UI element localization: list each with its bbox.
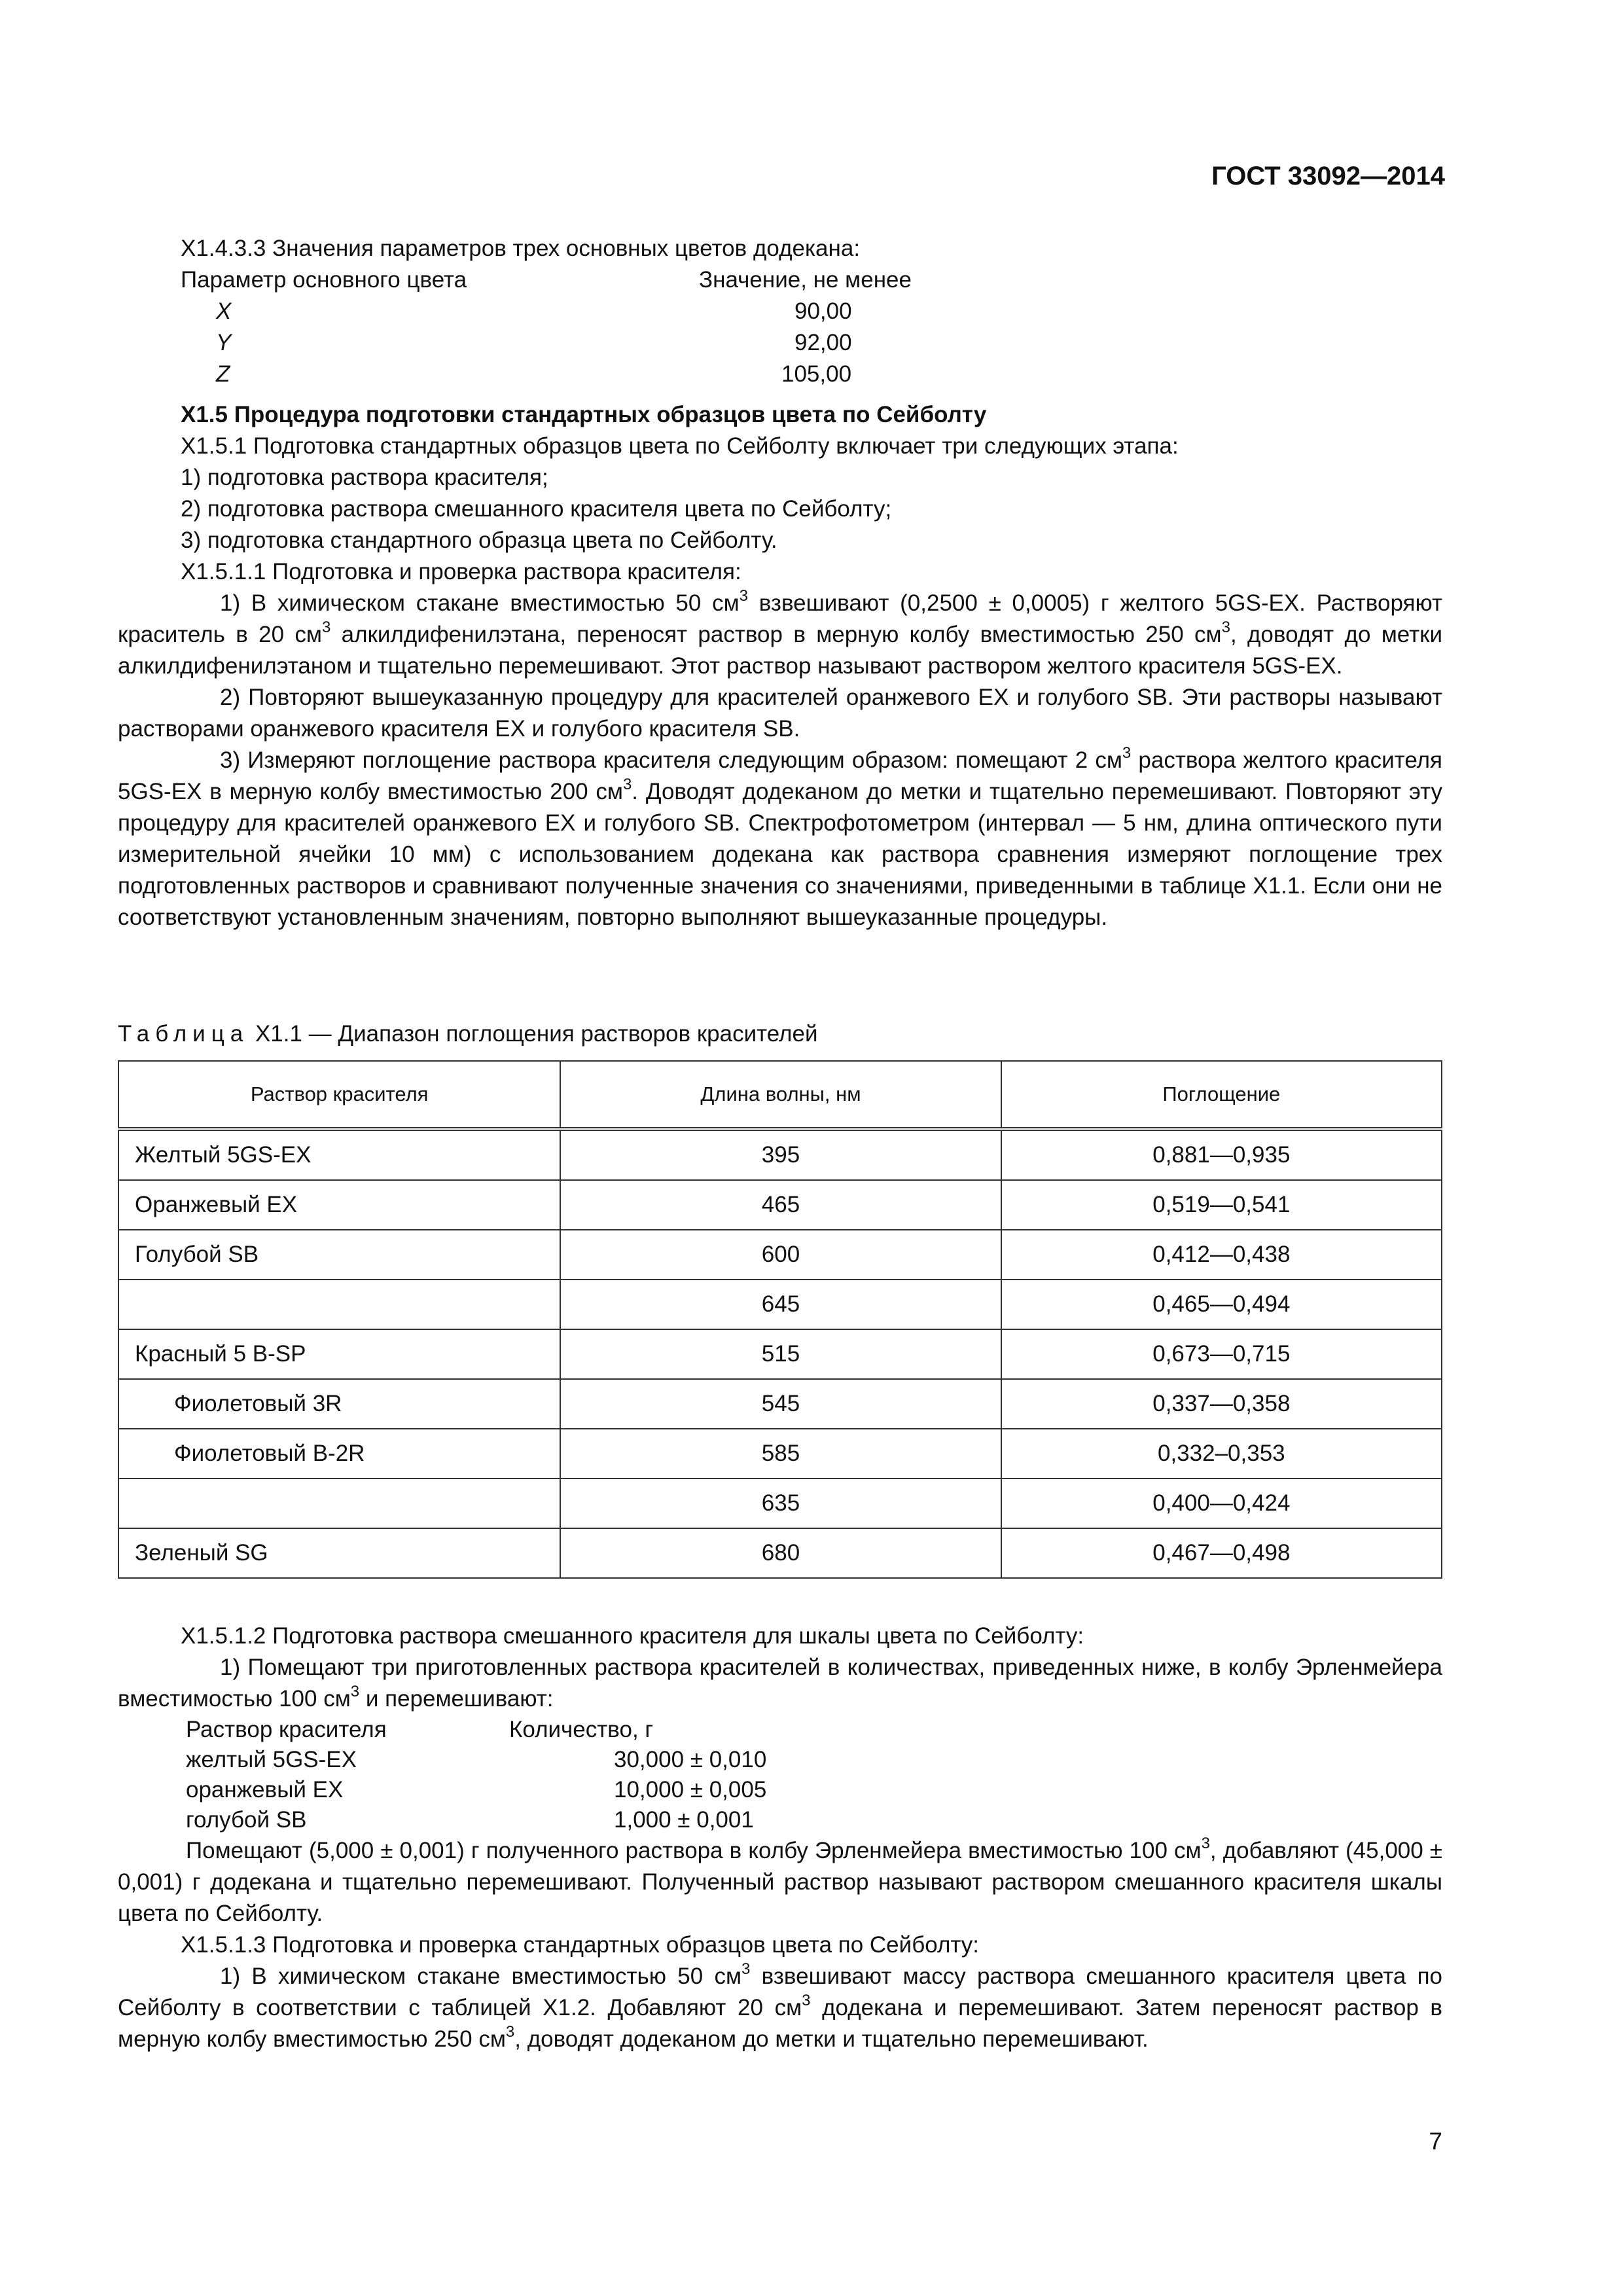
dye-qty: 30,000 ± 0,010 [614,1747,767,1772]
paragraph: 1) В химическом стакане вместимостью 50 $см^3$ взвешивают массу раствора смешанного красителя цвета по Сейболту в соответствии с таблицей X1.2. Добавляют 20 $см^3$ додекана и перемешивают. Затем переносят раствор в мерную колбу вместимостью 250 $см^3$, доводят додеканом до метки и тщательно перемешивают. [118,1960,1442,2052]
mix-row [118,1745,1442,1775]
section-title: X1.5.1.3 Подготовка и проверка стандартных образцов цвета по Сейболту: [181,1932,980,1958]
section-title: X1.4.3.3 Значения параметров трех основных цветов додекана: [181,236,861,261]
wavelength-cell: 465 [560,1180,1001,1230]
table-row [118,1479,1442,1528]
table-row [118,1379,1442,1429]
dye-cell: Оранжевый EX [118,1180,560,1230]
dye-cell: Красный 5 B-SP [118,1329,560,1379]
dye-name: оранжевый EX [186,1777,344,1803]
params-col-header: Параметр основного цвета [181,267,467,293]
absorbance-cell: 0,465—0,494 [1001,1280,1442,1329]
table-header-cell: Длина волны, нм [560,1061,1001,1129]
table-row [118,1129,1442,1180]
list-item: 3) подготовка стандартного образца цвета по Сейболту. [181,528,777,553]
absorbance-cell: 0,519—0,541 [1001,1180,1442,1230]
dye-cell: Фиолетовый B-2R [118,1429,560,1479]
wavelength-cell: 395 [560,1129,1001,1180]
absorbance-cell: 0,332–0,353 [1001,1429,1442,1479]
params-row [177,296,1445,327]
wavelength-cell: 635 [560,1479,1001,1528]
section-title: X1.5.1.2 Подготовка раствора смешанного красителя для шкалы цвета по Сейболту: [181,1623,1084,1649]
params-row [177,327,1445,359]
absorbance-table [118,1060,1442,1579]
wavelength-cell: 680 [560,1528,1001,1578]
wavelength-cell: 645 [560,1280,1001,1329]
table-header-cell: Раствор красителя [118,1061,560,1129]
dye-cell [118,1280,560,1329]
list-item: 1) подготовка раствора красителя; [181,465,548,490]
qty-col-header: Количество, г [509,1717,654,1742]
table-row [118,1230,1442,1280]
document-header: ГОСТ 33092—2014 [1211,162,1445,190]
param-name: Y [216,330,232,355]
param-value: 105,00 [781,361,852,387]
wavelength-cell: 600 [560,1230,1001,1280]
wavelength-cell: 545 [560,1379,1001,1429]
section-x1-5 [118,399,1442,933]
absorbance-cell: 0,673—0,715 [1001,1329,1442,1379]
values-col-header: Значение, не менее [699,267,912,293]
dye-col-header: Раствор красителя [186,1717,387,1742]
paragraph: Помещают (5,000 ± 0,001) г полученного раствора в колбу Эрленмейера вместимостью 100 $см^3$, добавляют (45,000 ± 0,001) г додекана и тщательно перемешивают. Полученный раствор называют раствором смешанного красителя шкалы цвета по Сейболту. [118,1835,1442,1926]
dye-cell: Зеленый SG [118,1528,560,1578]
wavelength-cell: 515 [560,1329,1001,1379]
table-row [118,1280,1442,1329]
table-header-row [118,1061,1442,1129]
mix-row [118,1805,1442,1835]
absorbance-cell: 0,412—0,438 [1001,1230,1442,1280]
table-caption: Таблица X1.1 — Диапазон поглощения растворов красителей [118,1021,818,1047]
section-x1-4-3-3 [177,233,1445,390]
param-value: 92,00 [794,330,852,355]
page-number: 7 [1429,2128,1442,2155]
mix-row [118,1775,1442,1805]
param-name: X [216,298,232,324]
param-value: 90,00 [794,298,852,324]
dye-cell: Желтый 5GS-EX [118,1129,560,1180]
dye-name: желтый 5GS-EX [186,1747,357,1772]
wavelength-cell: 585 [560,1429,1001,1479]
paragraph: 1) Помещают три приготовленных раствора красителей в количествах, приведенных ниже, в колбу Эрленмейера вместимостью 100 $см^3$ и перемешивают: [118,1655,1442,1712]
absorbance-cell: 0,467—0,498 [1001,1528,1442,1578]
dye-qty: 1,000 ± 0,001 [614,1807,754,1833]
paragraph: X1.5.1 Подготовка стандартных образцов цвета по Сейболту включает три следующих этапа: [181,433,1179,459]
params-header-row [177,264,1445,296]
paragraph: 1) В химическом стакане вместимостью 50 $см^3$ взвешивают (0,2500 ± 0,0005) г желтого 5GS-EX. Растворяют краситель в 20 $см^3$ алкилдифенилэтана, переносят раствор в мерную колбу вместимостью 250 $см^3$, доводят до метки алкилдифенилэтаном и тщательно перемешивают. Этот раствор называют раствором желтого красителя 5GS-EX. [118,587,1443,679]
table-header-cell: Поглощение [1001,1061,1442,1129]
dye-cell: Голубой SB [118,1230,560,1280]
dye-name: голубой SB [186,1807,307,1833]
section-heading: X1.5 Процедура подготовки стандартных образцов цвета по Сейболту [181,402,987,427]
paragraph: X1.5.1.1 Подготовка и проверка раствора красителя: [181,559,741,584]
absorbance-cell: 0,337—0,358 [1001,1379,1442,1429]
dye-cell [118,1479,560,1528]
table-row [118,1329,1442,1379]
table-row [118,1429,1442,1479]
list-item: 2) подготовка раствора смешанного красителя цвета по Сейболту; [181,496,892,522]
dye-cell: Фиолетовый 3R [118,1379,560,1429]
param-name: Z [216,361,230,387]
absorbance-cell: 0,400—0,424 [1001,1479,1442,1528]
table-row [118,1528,1442,1578]
table-row [118,1180,1442,1230]
absorbance-cell: 0,881—0,935 [1001,1129,1442,1180]
paragraph: 3) Измеряют поглощение раствора красителя следующим образом: помещают 2 $см^3$ раствора желтого красителя 5GS-EX в мерную колбу вместимостью 200 $см^3$. Доводят додеканом до метки и тщательно перемешивают. Повторяют эту процедуру для красителей оранжевого EX и голубого SB. Спектрофотометром (интервал — 5 нм, длина оптического пути измерительной ячейки 10 мм) с использованием додекана как раствора сравнения измеряют поглощение трех подготовленных растворов и сравнивают полученные значения со значениями, приведенными в таблице X1.1. Если они не соответствуют установленным значениям, повторно выполняют вышеуказанные процедуры. [118,744,1443,930]
paragraph: 2) Повторяют вышеуказанную процедуру для красителей оранжевого EX и голубого SB. Эти растворы называют растворами оранжевого красителя EX и голубого красителя SB. [118,685,1442,742]
dye-qty: 10,000 ± 0,005 [614,1777,767,1803]
params-row [177,359,1445,390]
mix-header-row [118,1715,1442,1745]
section-x1-5-1-2 [118,1621,1442,2055]
